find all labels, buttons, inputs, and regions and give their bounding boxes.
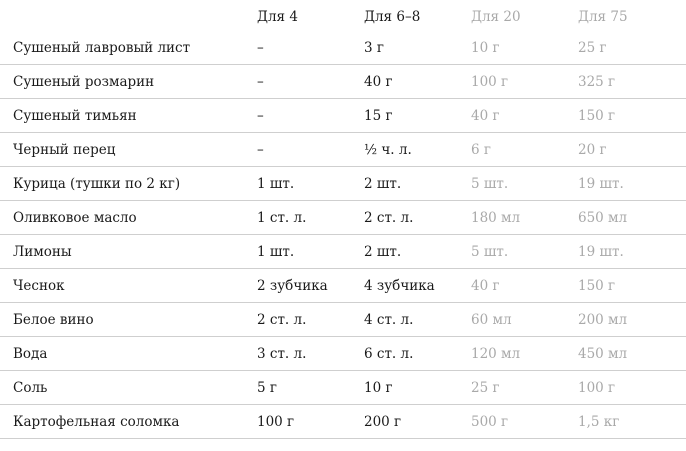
header-serves-4: Для 4: [257, 9, 298, 25]
amount-serves-4: 2 ст. л.: [257, 311, 307, 328]
ingredient-name: Вода: [13, 345, 48, 362]
amount-serves-6-8: 3 г: [364, 39, 384, 56]
amount-serves-75: 100 г: [578, 379, 616, 396]
amount-serves-6-8: 4 зубчика: [364, 277, 435, 294]
amount-serves-20: 100 г: [471, 73, 509, 90]
table-row: [0, 303, 686, 337]
amount-serves-75: 325 г: [578, 73, 616, 90]
amount-serves-4: 100 г: [257, 413, 295, 430]
ingredient-name: Чеснок: [13, 277, 65, 294]
amount-serves-4: –: [257, 39, 264, 56]
amount-serves-75: 150 г: [578, 107, 616, 124]
table-row: [0, 99, 686, 133]
amount-serves-75: 450 мл: [578, 345, 628, 362]
amount-serves-4: 3 ст. л.: [257, 345, 307, 362]
amount-serves-20: 40 г: [471, 107, 500, 124]
amount-serves-20: 5 шт.: [471, 243, 509, 260]
table-row: [0, 167, 686, 201]
ingredient-name: Сушеный розмарин: [13, 73, 155, 90]
table-row: [0, 235, 686, 269]
table-row: [0, 269, 686, 303]
ingredient-name: Сушеный лавровый лист: [13, 39, 191, 56]
ingredient-name: Курица (тушки по 2 кг): [13, 175, 181, 192]
table-row: [0, 405, 686, 439]
amount-serves-75: 200 мл: [578, 311, 628, 328]
amount-serves-6-8: ½ ч. л.: [364, 141, 412, 158]
ingredient-name: Черный перец: [13, 141, 116, 158]
table-row: [0, 65, 686, 99]
amount-serves-4: –: [257, 141, 264, 158]
amount-serves-20: 5 шт.: [471, 175, 509, 192]
amount-serves-20: 120 мл: [471, 345, 521, 362]
amount-serves-6-8: 200 г: [364, 413, 402, 430]
amount-serves-20: 60 мл: [471, 311, 512, 328]
amount-serves-20: 10 г: [471, 39, 500, 56]
amount-serves-6-8: 2 шт.: [364, 175, 402, 192]
table-row: [0, 31, 686, 65]
table-row: [0, 133, 686, 167]
amount-serves-6-8: 6 ст. л.: [364, 345, 414, 362]
amount-serves-4: 1 шт.: [257, 175, 295, 192]
amount-serves-75: 25 г: [578, 39, 607, 56]
amount-serves-4: 1 шт.: [257, 243, 295, 260]
amount-serves-6-8: 2 шт.: [364, 243, 402, 260]
amount-serves-4: –: [257, 73, 264, 90]
amount-serves-4: 5 г: [257, 379, 277, 396]
header-serves-75: Для 75: [578, 9, 628, 25]
amount-serves-75: 1,5 кг: [578, 413, 620, 430]
amount-serves-6-8: 4 ст. л.: [364, 311, 414, 328]
ingredient-name: Оливковое масло: [13, 209, 137, 226]
amount-serves-6-8: 2 ст. л.: [364, 209, 414, 226]
amount-serves-20: 180 мл: [471, 209, 521, 226]
ingredient-name: Картофельная соломка: [13, 413, 180, 430]
amount-serves-6-8: 15 г: [364, 107, 393, 124]
amount-serves-75: 19 шт.: [578, 175, 624, 192]
amount-serves-6-8: 40 г: [364, 73, 393, 90]
header-serves-6-8: Для 6–8: [364, 9, 421, 25]
ingredient-name: Лимоны: [13, 243, 72, 260]
table-header-row: [0, 0, 686, 34]
header-serves-20: Для 20: [471, 9, 521, 25]
table-row: [0, 337, 686, 371]
amount-serves-20: 40 г: [471, 277, 500, 294]
amount-serves-6-8: 10 г: [364, 379, 393, 396]
ingredient-name: Сушеный тимьян: [13, 107, 137, 124]
amount-serves-20: 500 г: [471, 413, 509, 430]
amount-serves-75: 150 г: [578, 277, 616, 294]
amount-serves-20: 6 г: [471, 141, 491, 158]
amount-serves-4: 2 зубчика: [257, 277, 328, 294]
amount-serves-75: 20 г: [578, 141, 607, 158]
ingredient-name: Соль: [13, 379, 48, 396]
table-row: [0, 201, 686, 235]
table-row: [0, 371, 686, 405]
amount-serves-75: 650 мл: [578, 209, 628, 226]
amount-serves-4: 1 ст. л.: [257, 209, 307, 226]
amount-serves-20: 25 г: [471, 379, 500, 396]
ingredient-name: Белое вино: [13, 311, 94, 328]
amount-serves-75: 19 шт.: [578, 243, 624, 260]
amount-serves-4: –: [257, 107, 264, 124]
